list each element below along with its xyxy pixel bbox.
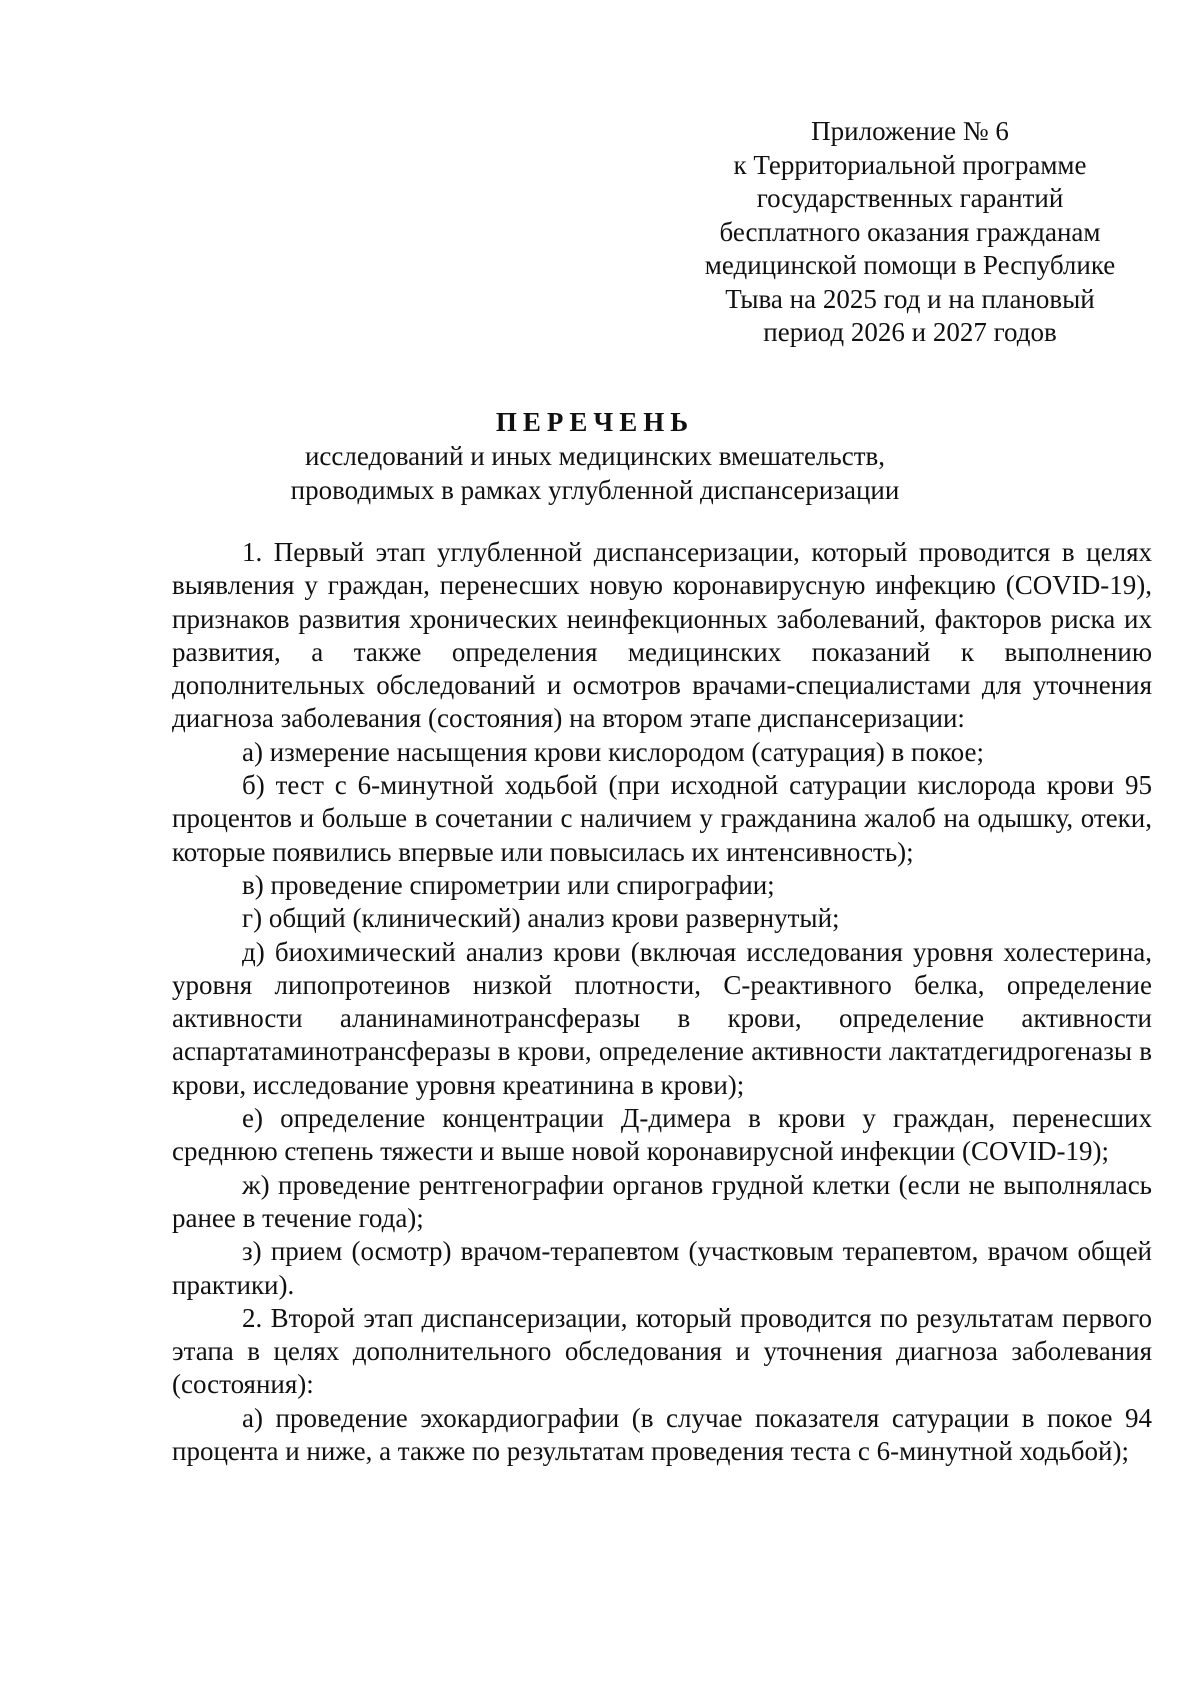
- list-item-v: в) проведение спирометрии или спирографии;: [242, 869, 775, 900]
- document-title: ПЕРЕЧЕНЬ: [495, 407, 695, 437]
- list-item-zh: ж) проведение рентгенографии органов грудной клетки (если не выполнялась ранее в течение года);: [172, 1169, 1152, 1233]
- document-subtitle-line: проводимых в рамках углубленной диспансеризации: [290, 475, 900, 505]
- list-item-e: е) определение концентрации Д-димера в крови у граждан, перенесших среднюю степень тяжести и выше новой коронавирусной инфекции (COVID-19);: [172, 1103, 1152, 1167]
- stage-2-list-item-a: а) проведение эхокардиографии (в случае показателя сатурации в покое 94 процента и ниже, а также по результатам проведения теста с 6-минутной ходьбой);: [172, 1402, 1152, 1467]
- list-item-a: а) измерение насыщения крови кислородом (сатурация) в покое;: [242, 736, 984, 767]
- appendix-line: Приложение № 6: [811, 116, 1009, 146]
- appendix-header: [685, 115, 1135, 350]
- appendix-line: бесплатного оказания гражданам: [719, 216, 1101, 247]
- list-item-g: г) общий (клинический) анализ крови развернутый;: [242, 903, 840, 934]
- document-subtitle-line: исследований и иных медицинских вмешательств,: [304, 441, 886, 471]
- appendix-line: государственных гарантий: [756, 183, 1064, 213]
- appendix-line: Тыва на 2025 год и на плановый: [725, 283, 1095, 314]
- list-item-d: д) биохимический анализ крови (включая исследования уровня холестерина, уровня липопротеинов низкой плотности, С-реактивного белка, определение активности аланинаминотрансферазы в крови, определение активности аспартатаминотрансферазы в крови, определение активности лактатдегидрогеназы в крови, исследование уровня креатинина в крови);: [172, 936, 1152, 1100]
- appendix-line: медицинской помощи в Республике: [704, 250, 1116, 280]
- list-item-z: з) прием (осмотр) врачом-терапевтом (участковым терапевтом, врачом общей практики).: [172, 1236, 1152, 1300]
- document-body: [172, 536, 1152, 1468]
- paragraph-stage-2-intro: 2. Второй этап диспансеризации, который проводится по результатам первого этапа в целях дополнительного обследования и уточнения диагноза заболевания (состояния):: [172, 1302, 1152, 1400]
- list-item-b: б) тест с 6-минутной ходьбой (при исходной сатурации кислорода крови 95 процентов и больше в сочетании с наличием у гражданина жалоб на одышку, отеки, которые появились впервые или повысилась их интенсивность);: [172, 770, 1152, 867]
- appendix-line: период 2026 и 2027 годов: [763, 317, 1057, 347]
- document-title-block: [175, 405, 1015, 507]
- paragraph-stage-1-intro: 1. Первый этап углубленной диспансеризации, который проводится в целях выявления у граждан, перенесших новую коронавирусную инфекцию (COVID-19), признаков развития хронических неинфекционных заболеваний, факторов риска их развития, а также определения медицинских показаний к выполнению дополнительных обследований и осмотров врачами-специалистами для уточнения диагноза заболевания (состояния) на втором этапе диспансеризации:: [172, 537, 1152, 734]
- appendix-line: к Территориальной программе: [733, 149, 1087, 180]
